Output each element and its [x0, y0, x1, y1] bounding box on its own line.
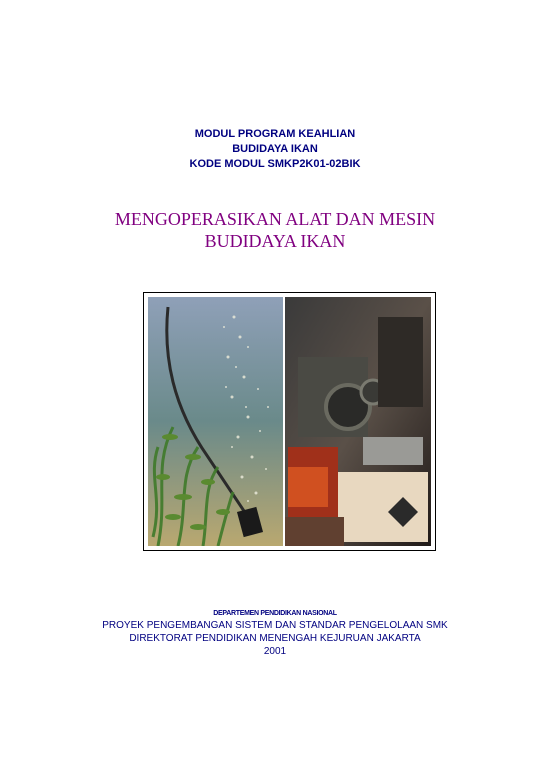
- publication-year: 2001: [263, 646, 287, 657]
- publisher-block: [0, 609, 550, 658]
- machine-photo: [284, 297, 431, 546]
- module-header: [0, 127, 550, 172]
- module-code: KODE MODUL SMKP2K01-02BIK: [189, 158, 361, 170]
- project-name: PROYEK PENGEMBANGAN SISTEM DAN STANDAR PENGELOLAAN SMK: [102, 620, 448, 631]
- title-line-1: MENGOPERASIKAN ALAT DAN MESIN: [114, 209, 436, 229]
- aquarium-photo: [148, 297, 284, 546]
- subject-line: BUDIDAYA IKAN: [232, 143, 318, 155]
- program-line: MODUL PROGRAM KEAHLIAN: [194, 128, 356, 140]
- module-title: [0, 208, 550, 252]
- directorate-name: DIREKTORAT PENDIDIKAN MENENGAH KEJURUAN JAKARTA: [129, 633, 421, 644]
- department-name: DEPARTEMEN PENDIDIKAN NASIONAL: [213, 610, 337, 617]
- title-line-2: BUDIDAYA IKAN: [204, 231, 346, 251]
- cover-photo: [143, 292, 436, 551]
- photo-collage: [148, 297, 431, 546]
